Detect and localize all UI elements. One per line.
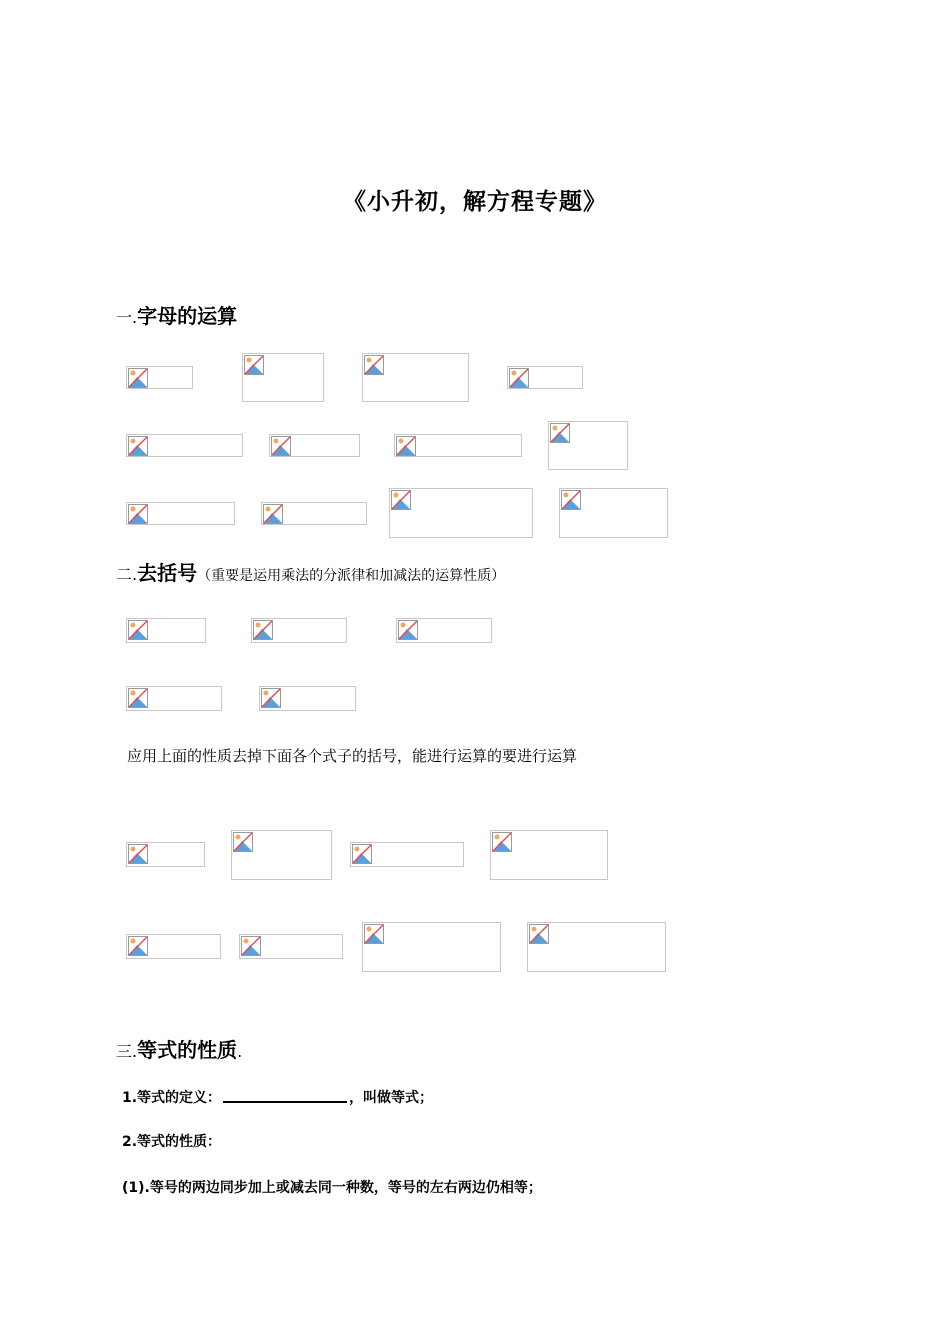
broken-image-icon: [364, 924, 384, 944]
broken-image-icon: [550, 423, 570, 443]
broken-image-icon: [561, 490, 581, 510]
formula-image: [231, 830, 332, 880]
formula-image: [548, 421, 628, 470]
broken-image-icon: [261, 688, 281, 708]
formula-image: [396, 618, 492, 643]
broken-image-icon: [128, 504, 148, 524]
formula-image: [126, 842, 205, 867]
page-title: 《小升初，解方程专题》: [343, 189, 607, 215]
formula-image: [559, 488, 668, 538]
section-2-title: 去括号: [137, 561, 198, 585]
definition-suffix: ，叫做等式；: [349, 1090, 434, 1106]
formula-image: [362, 922, 501, 972]
broken-image-icon: [241, 936, 261, 956]
broken-image-icon: [128, 368, 148, 388]
broken-image-icon: [271, 436, 291, 456]
broken-image-icon: [128, 936, 148, 956]
broken-image-icon: [233, 832, 253, 852]
section-2-note: （重要是运用乘法的分派律和加减法的运算性质）: [197, 568, 506, 584]
formula-image: [126, 618, 206, 643]
formula-image: [362, 353, 469, 402]
section-2-number: 二.: [116, 565, 138, 584]
broken-image-icon: [352, 844, 372, 864]
definition-blank[interactable]: [223, 1087, 347, 1103]
broken-image-icon: [391, 490, 411, 510]
section-3-number: 三.: [116, 1042, 138, 1061]
formula-image: [261, 502, 367, 525]
broken-image-icon: [263, 504, 283, 524]
section-2-heading: [116, 557, 505, 586]
formula-image: [350, 842, 464, 867]
formula-image: [394, 434, 522, 457]
broken-image-icon: [398, 620, 418, 640]
section-3-title: 等式的性质: [137, 1038, 238, 1062]
definition-prefix: 1.等式的定义：: [122, 1090, 222, 1106]
section-3-period: .: [237, 1042, 243, 1061]
formula-image: [389, 488, 533, 538]
formula-image: [126, 434, 243, 457]
formula-image: [490, 830, 608, 880]
formula-image: [242, 353, 324, 402]
formula-image: [259, 686, 356, 711]
equation-definition: [122, 1087, 433, 1107]
formula-image: [126, 366, 193, 389]
broken-image-icon: [396, 436, 416, 456]
equation-properties-label: 2.等式的性质：: [122, 1134, 222, 1150]
section-1-title: 字母的运算: [137, 304, 238, 328]
section-1-number: 一.: [116, 308, 138, 327]
broken-image-icon: [128, 688, 148, 708]
broken-image-icon: [509, 368, 529, 388]
section-1-heading: [116, 300, 237, 329]
broken-image-icon: [128, 844, 148, 864]
formula-image: [251, 618, 347, 643]
equation-property-1: (1).等号的两边同步加上或减去同一种数，等号的左右两边仍相等；: [122, 1180, 542, 1196]
formula-image: [239, 934, 343, 959]
formula-image: [269, 434, 360, 457]
formula-image: [507, 366, 583, 389]
broken-image-icon: [128, 436, 148, 456]
broken-image-icon: [128, 620, 148, 640]
formula-image: [126, 686, 222, 711]
broken-image-icon: [364, 355, 384, 375]
broken-image-icon: [492, 832, 512, 852]
section-3-heading: [116, 1034, 242, 1063]
formula-image: [126, 502, 235, 525]
broken-image-icon: [244, 355, 264, 375]
section-2-instruction: 应用上面的性质去掉下面各个式子的括号，能进行运算的要进行运算: [127, 747, 578, 765]
broken-image-icon: [529, 924, 549, 944]
formula-image: [527, 922, 666, 972]
broken-image-icon: [253, 620, 273, 640]
formula-image: [126, 934, 221, 959]
